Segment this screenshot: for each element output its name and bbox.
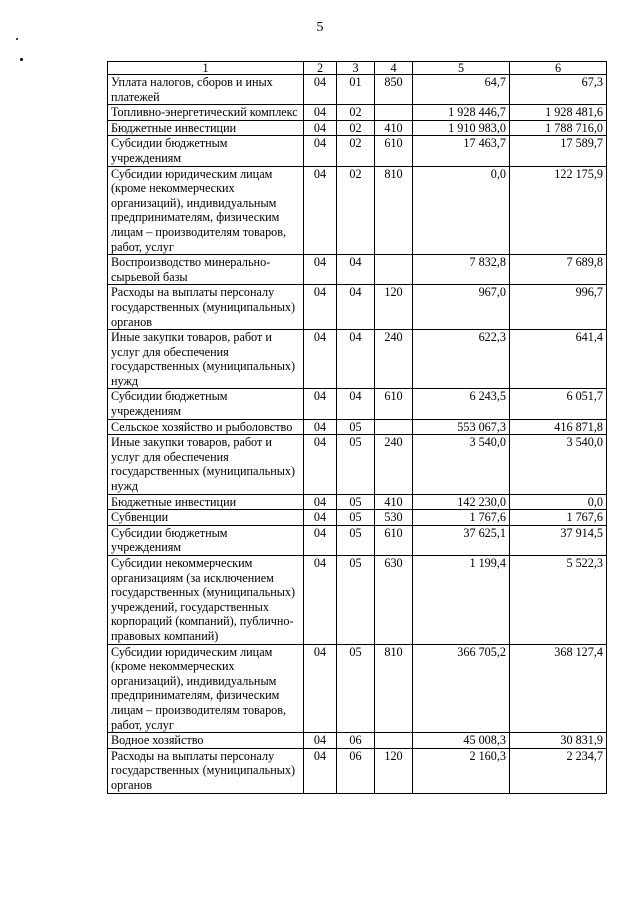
row-expense-type-code: 240 — [375, 330, 413, 389]
row-amount-col6: 17 589,7 — [510, 136, 607, 166]
row-amount-col6: 5 522,3 — [510, 556, 607, 645]
table-row — [108, 510, 607, 526]
row-amount-col5: 17 463,7 — [413, 136, 510, 166]
table-row — [108, 120, 607, 136]
row-subsection-code: 04 — [337, 330, 375, 389]
row-section-code: 04 — [304, 644, 337, 733]
row-amount-col5: 1 928 446,7 — [413, 105, 510, 121]
row-subsection-code: 05 — [337, 644, 375, 733]
row-section-code: 04 — [304, 136, 337, 166]
row-subsection-code: 01 — [337, 75, 375, 105]
budget-table — [107, 61, 607, 794]
table-row — [108, 255, 607, 285]
row-expense-type-code: 530 — [375, 510, 413, 526]
row-expense-type-code — [375, 255, 413, 285]
row-amount-col6: 641,4 — [510, 330, 607, 389]
row-amount-col6: 7 689,8 — [510, 255, 607, 285]
row-section-code: 04 — [304, 419, 337, 435]
row-subsection-code: 02 — [337, 166, 375, 255]
table-row — [108, 733, 607, 749]
row-name: Субвенции — [108, 510, 304, 526]
table-row — [108, 419, 607, 435]
table-row — [108, 748, 607, 793]
row-amount-col6: 368 127,4 — [510, 644, 607, 733]
header-col-3: 3 — [337, 62, 375, 75]
row-expense-type-code — [375, 419, 413, 435]
row-section-code: 04 — [304, 525, 337, 555]
row-name: Расходы на выплаты персоналу государственных (муниципальных) органов — [108, 285, 304, 330]
row-name: Субсидии бюджетным учреждениям — [108, 136, 304, 166]
row-expense-type-code: 610 — [375, 136, 413, 166]
row-name: Уплата налогов, сборов и иных платежей — [108, 75, 304, 105]
row-amount-col5: 6 243,5 — [413, 389, 510, 419]
table-row — [108, 644, 607, 733]
row-amount-col5: 45 008,3 — [413, 733, 510, 749]
row-subsection-code: 06 — [337, 733, 375, 749]
row-amount-col5: 553 067,3 — [413, 419, 510, 435]
row-amount-col6: 37 914,5 — [510, 525, 607, 555]
scan-speck — [20, 58, 23, 61]
row-amount-col5: 622,3 — [413, 330, 510, 389]
row-expense-type-code: 410 — [375, 494, 413, 510]
row-section-code: 04 — [304, 733, 337, 749]
row-expense-type-code: 610 — [375, 525, 413, 555]
table-row — [108, 330, 607, 389]
row-subsection-code: 02 — [337, 120, 375, 136]
table-row — [108, 525, 607, 555]
row-amount-col6: 3 540,0 — [510, 435, 607, 494]
row-section-code: 04 — [304, 435, 337, 494]
scan-speck — [16, 38, 18, 40]
row-name: Субсидии бюджетным учреждениям — [108, 389, 304, 419]
row-amount-col5: 2 160,3 — [413, 748, 510, 793]
table-row — [108, 556, 607, 645]
table-row — [108, 166, 607, 255]
row-section-code: 04 — [304, 556, 337, 645]
header-col-5: 5 — [413, 62, 510, 75]
row-expense-type-code: 630 — [375, 556, 413, 645]
row-section-code: 04 — [304, 285, 337, 330]
row-section-code: 04 — [304, 330, 337, 389]
row-section-code: 04 — [304, 255, 337, 285]
header-col-6: 6 — [510, 62, 607, 75]
table-body — [108, 75, 607, 794]
header-col-2: 2 — [304, 62, 337, 75]
row-subsection-code: 04 — [337, 285, 375, 330]
row-section-code: 04 — [304, 120, 337, 136]
row-section-code: 04 — [304, 105, 337, 121]
row-amount-col6: 0,0 — [510, 494, 607, 510]
row-subsection-code: 04 — [337, 389, 375, 419]
row-amount-col6: 6 051,7 — [510, 389, 607, 419]
row-section-code: 04 — [304, 510, 337, 526]
row-name: Топливно-энергетический комплекс — [108, 105, 304, 121]
row-amount-col6: 1 767,6 — [510, 510, 607, 526]
row-amount-col6: 122 175,9 — [510, 166, 607, 255]
row-expense-type-code: 810 — [375, 644, 413, 733]
row-expense-type-code: 410 — [375, 120, 413, 136]
row-name: Бюджетные инвестиции — [108, 120, 304, 136]
row-subsection-code: 05 — [337, 556, 375, 645]
row-amount-col6: 1 788 716,0 — [510, 120, 607, 136]
row-section-code: 04 — [304, 748, 337, 793]
row-subsection-code: 02 — [337, 105, 375, 121]
row-expense-type-code: 240 — [375, 435, 413, 494]
row-amount-col5: 64,7 — [413, 75, 510, 105]
row-subsection-code: 05 — [337, 419, 375, 435]
row-name: Расходы на выплаты персоналу государственных (муниципальных) органов — [108, 748, 304, 793]
row-amount-col6: 996,7 — [510, 285, 607, 330]
row-amount-col5: 0,0 — [413, 166, 510, 255]
row-expense-type-code: 610 — [375, 389, 413, 419]
row-expense-type-code: 120 — [375, 748, 413, 793]
table-row — [108, 285, 607, 330]
table-row — [108, 494, 607, 510]
row-name: Субсидии юридическим лицам (кроме некоммерческих организаций), индивидуальным предпринимателям, физическим лицам – производителям товаров, работ, услуг — [108, 644, 304, 733]
row-expense-type-code: 120 — [375, 285, 413, 330]
row-subsection-code: 06 — [337, 748, 375, 793]
row-amount-col5: 967,0 — [413, 285, 510, 330]
row-amount-col6: 1 928 481,6 — [510, 105, 607, 121]
row-subsection-code: 05 — [337, 510, 375, 526]
row-amount-col6: 2 234,7 — [510, 748, 607, 793]
row-amount-col5: 7 832,8 — [413, 255, 510, 285]
row-expense-type-code — [375, 105, 413, 121]
row-amount-col6: 67,3 — [510, 75, 607, 105]
header-row — [108, 62, 607, 75]
row-expense-type-code — [375, 733, 413, 749]
row-section-code: 04 — [304, 389, 337, 419]
row-amount-col5: 142 230,0 — [413, 494, 510, 510]
row-name: Иные закупки товаров, работ и услуг для обеспечения государственных (муниципальных) нужд — [108, 435, 304, 494]
row-amount-col6: 30 831,9 — [510, 733, 607, 749]
table-row — [108, 435, 607, 494]
header-col-1: 1 — [108, 62, 304, 75]
row-name: Воспроизводство минерально-сырьевой базы — [108, 255, 304, 285]
row-amount-col5: 1 199,4 — [413, 556, 510, 645]
row-subsection-code: 04 — [337, 255, 375, 285]
row-amount-col5: 1 910 983,0 — [413, 120, 510, 136]
row-expense-type-code: 810 — [375, 166, 413, 255]
row-expense-type-code: 850 — [375, 75, 413, 105]
row-name: Сельское хозяйство и рыболовство — [108, 419, 304, 435]
table-header — [108, 62, 607, 75]
row-name: Бюджетные инвестиции — [108, 494, 304, 510]
table-row — [108, 389, 607, 419]
row-name: Субсидии бюджетным учреждениям — [108, 525, 304, 555]
row-section-code: 04 — [304, 494, 337, 510]
row-amount-col5: 3 540,0 — [413, 435, 510, 494]
table-row — [108, 105, 607, 121]
row-subsection-code: 02 — [337, 136, 375, 166]
row-section-code: 04 — [304, 75, 337, 105]
row-subsection-code: 05 — [337, 525, 375, 555]
row-name: Субсидии юридическим лицам (кроме некоммерческих организаций), индивидуальным предпринимателям, физическим лицам – производителям товаров, работ, услуг — [108, 166, 304, 255]
row-amount-col5: 1 767,6 — [413, 510, 510, 526]
row-name: Иные закупки товаров, работ и услуг для обеспечения государственных (муниципальных) нужд — [108, 330, 304, 389]
row-name: Субсидии некоммерческим организациям (за исключением государственных (муниципальных) учреждений, государственных корпораций (компаний), публично-правовых компаний) — [108, 556, 304, 645]
row-amount-col5: 37 625,1 — [413, 525, 510, 555]
header-col-4: 4 — [375, 62, 413, 75]
row-name: Водное хозяйство — [108, 733, 304, 749]
table-row — [108, 136, 607, 166]
row-amount-col6: 416 871,8 — [510, 419, 607, 435]
row-amount-col5: 366 705,2 — [413, 644, 510, 733]
row-subsection-code: 05 — [337, 435, 375, 494]
table-row — [108, 75, 607, 105]
row-section-code: 04 — [304, 166, 337, 255]
row-subsection-code: 05 — [337, 494, 375, 510]
page-number: 5 — [316, 20, 324, 35]
